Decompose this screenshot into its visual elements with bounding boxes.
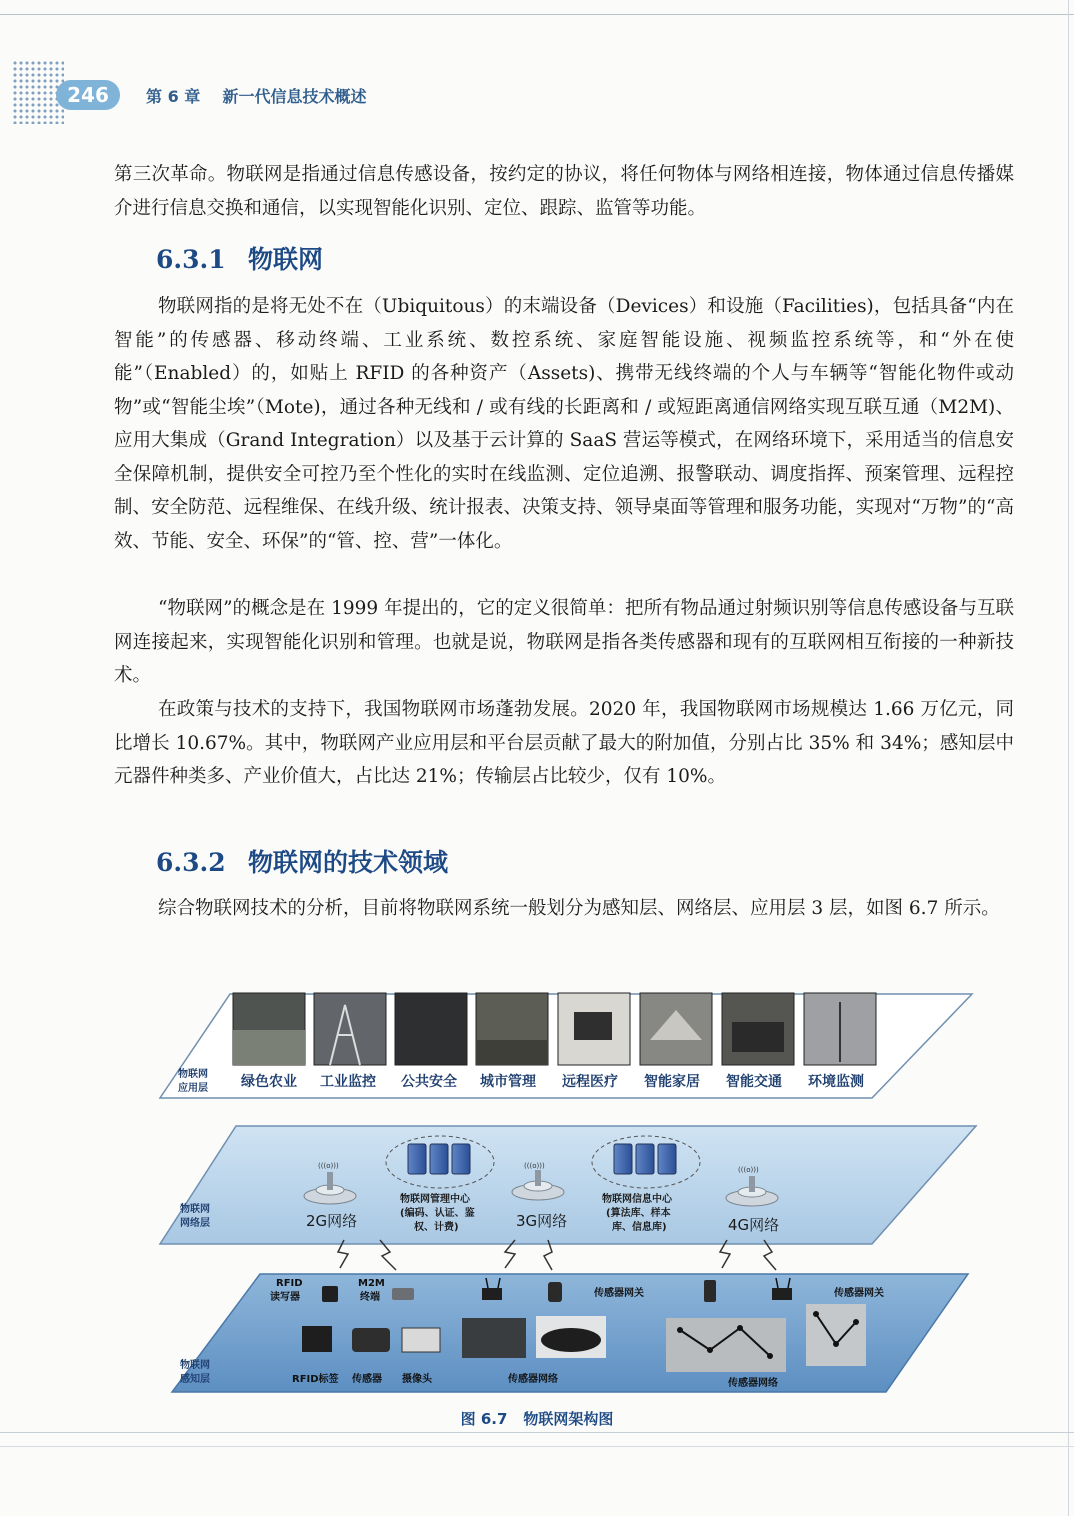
center-label: (算法库、样本 <box>606 1208 671 1219</box>
top-rule <box>0 14 1074 15</box>
center-label: 物联网信息中心 <box>602 1194 672 1205</box>
section-title: 物联网的技术领域 <box>248 848 449 877</box>
network-label: 2G网络 <box>306 1212 358 1230</box>
gateway-label: 传感器网关 <box>594 1288 644 1299</box>
app-item: 公共安全 <box>401 1074 457 1090</box>
chapter-header: 第 6 章 新一代信息技术概述 <box>146 87 367 106</box>
layer-label: 物联网 <box>180 1360 210 1371</box>
vehicle-photo <box>462 1318 526 1358</box>
server-icon <box>614 1144 632 1174</box>
layer-label: 物联网 <box>178 1069 208 1080</box>
app-item: 远程医疗 <box>562 1074 618 1090</box>
m2m-terminal-icon <box>392 1288 414 1300</box>
tower-caption: (((o))) <box>524 1162 545 1170</box>
gateway-label: 传感器网关 <box>834 1288 884 1299</box>
network-layer <box>160 1126 976 1244</box>
device-label: 传感器 <box>352 1374 382 1385</box>
device-label: 摄像头 <box>402 1374 432 1385</box>
network-label: 传感器网络 <box>508 1374 558 1385</box>
app-item: 环境监测 <box>808 1074 864 1090</box>
bottom-rule <box>0 1446 1074 1447</box>
paragraph-intro: 第三次革命。物联网是指通过信息传感设备，按约定的协议，将任何物体与网络相连接，物体通过信息传播媒介进行信息交换和通信，以实现智能化识别、定位、跟踪、监管等功能。 <box>114 164 1014 219</box>
device-label: RFID标签 <box>292 1374 339 1385</box>
tower-caption: (((o))) <box>738 1166 759 1174</box>
perception-layer <box>172 1274 968 1392</box>
sensor-network-photo <box>666 1318 786 1372</box>
center-label: (编码、认证、鉴 <box>400 1208 475 1219</box>
app-item: 工业监控 <box>320 1074 376 1090</box>
router-icon <box>482 1288 502 1300</box>
bottom-rule <box>0 1432 1074 1433</box>
network-label: 3G网络 <box>516 1212 568 1230</box>
center-label: 权、计费) <box>414 1222 459 1233</box>
gateway-device-icon <box>704 1280 716 1302</box>
section-number: 6.3.1 <box>156 245 226 274</box>
rfid-reader-icon <box>322 1286 338 1302</box>
layer-label: 感知层 <box>180 1374 210 1385</box>
center-label: 物联网管理中心 <box>400 1194 470 1205</box>
figure-caption <box>0 1408 1074 1429</box>
app-item: 绿色农业 <box>241 1074 297 1090</box>
figure-title: 物联网架构图 <box>523 1410 614 1428</box>
network-label: 传感器网络 <box>728 1378 778 1389</box>
layer-label: 网络层 <box>180 1218 210 1229</box>
rfid-tag-photo <box>302 1326 332 1352</box>
sensor-photo <box>352 1328 390 1352</box>
page-number: 246 <box>56 80 120 110</box>
camera-photo <box>402 1328 440 1352</box>
iot-architecture-figure <box>0 960 1074 1432</box>
app-item: 智能交通 <box>726 1074 782 1090</box>
figure-number: 图 6.7 <box>460 1410 508 1428</box>
server-icon <box>430 1144 448 1174</box>
server-icon <box>636 1144 654 1174</box>
router-icon <box>772 1288 792 1300</box>
server-icon <box>658 1144 676 1174</box>
application-layer <box>160 993 972 1098</box>
device-label: RFID <box>276 1278 303 1289</box>
section-heading-6-3-1 <box>156 240 323 276</box>
section-heading-6-3-2 <box>156 843 448 879</box>
paragraph-tech-layers: 综合物联网技术的分析，目前将物联网系统一般划分为感知层、网络层、应用层 3 层，如图 6.7 所示。 <box>158 898 1000 919</box>
device-label: M2M <box>358 1278 385 1289</box>
device-label: 读写器 <box>270 1292 300 1303</box>
paragraph-iot-concept: “物联网”的概念是在 1999 年提出的，它的定义很简单：把所有物品通过射频识别等信息传感设备与互联网连接起来，实现智能化识别和管理。也就是说，物联网是指各类传感器和现有的互联网相互衔接的一种新技术。 <box>114 598 1014 686</box>
public-safety-photo <box>395 993 467 1065</box>
device-label: 终端 <box>360 1292 380 1303</box>
network-label: 4G网络 <box>728 1216 780 1234</box>
app-item: 城市管理 <box>480 1074 536 1090</box>
paragraph-iot-definition: 物联网指的是将无处不在（Ubiquitous）的末端设备（Devices）和设施（Facilities)，包括具备“内在智能”的传感器、移动终端、工业系统、数控系统、家庭智能设施、视频监控系统等，和“外在使能”（Enabled）的，如贴上 RFID 的各种资产（Assets)、携带无线终端的个人与车辆等“智能化物件或动物”或“智能尘埃”（Mote)，通过各种无线和 / 或有线的长距离和 / 或短距离通信网络实现互联互通（M2M)、应用大集成（Grand Integration）以及基于云计算的 SaaS 营运等模式，在网络环境下，采用适当的信息安全保障机制，提供安全可控乃至个性化的实时在线监测、定位追溯、报警联动、调度指挥、预案管理、远程控制、安全防范、远程维保、在线升级、统计报表、决策支持、领导桌面等管理和服务功能，实现对“万物”的“高效、节能、安全、环保”的“管、控、营”一体化。 <box>114 296 1014 552</box>
section-title: 物联网 <box>248 245 324 274</box>
layer-label: 物联网 <box>180 1204 210 1215</box>
section-number: 6.3.2 <box>156 848 226 877</box>
app-item: 智能家居 <box>644 1074 700 1090</box>
paragraph-iot-market: 在政策与技术的支持下，我国物联网市场蓬勃发展。2020 年，我国物联网市场规模达 1.66 万亿元，同比增长 10.67%。其中，物联网产业应用层和平台层贡献了最大的附加值，分别占比 35% 和 34%；感知层中元器件种类多、产业价值大，占比达 21%；传输层占比较少，仅有 10%。 <box>114 699 1014 787</box>
tower-caption: (((o))) <box>318 1162 339 1170</box>
layer-label: 应用层 <box>178 1083 208 1094</box>
center-label: 库、信息库) <box>612 1222 667 1233</box>
server-icon <box>452 1144 470 1174</box>
server-icon <box>408 1144 426 1174</box>
gateway-device-icon <box>548 1282 562 1302</box>
